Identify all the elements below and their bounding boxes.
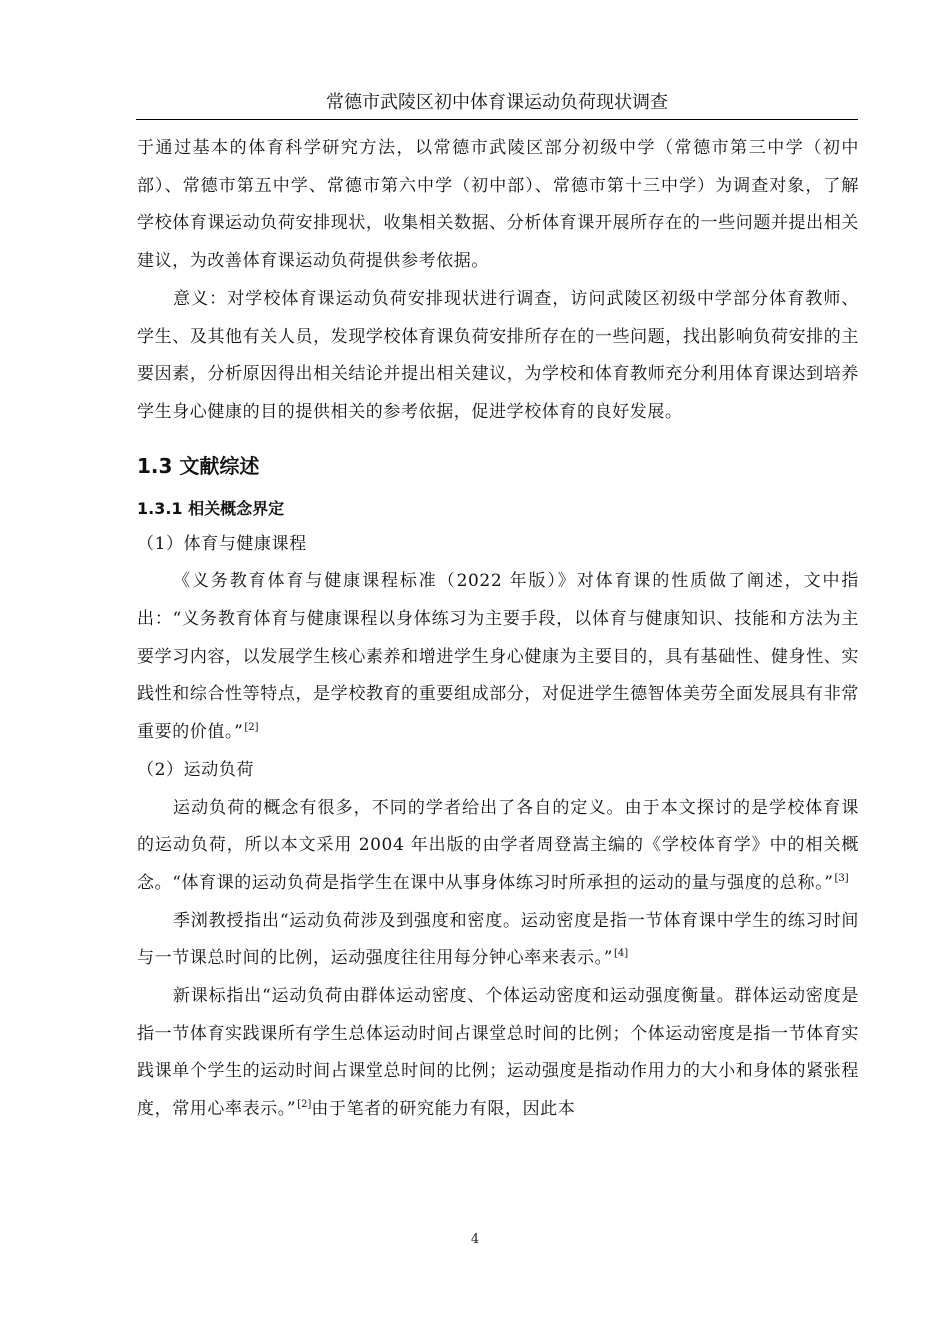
paragraph-text: 《义务教育体育与健康课程标准（2022 年版）》对体育课的性质做了阐述，文中指出：“义务教育体育与健康课程以身体练习为主要手段，以体育与健康知识、技能和方法为主要学习内容，以发展学生核心素养和增进学生身心健康为主要目的，具有基础性、健身性、实践性和综合性等特点，是学校教育的重要组成部分，对促进学生德智体美劳全面发展具有非常重要的价值。”	[137, 571, 859, 743]
paragraph-text: 新课标指出“运动负荷由群体运动密度、个体运动密度和运动强度衡量。群体运动密度是指一节体育实践课所有学生总体运动时间占课堂总时间的比例；个体运动密度是指一节体育实践课单个学生的运动时间占课堂总时间的比例；运动强度是指动作用力的大小和身体的紧张程度，常用心率表示。”	[137, 986, 859, 1120]
item-title-exercise-load: （2）运动负荷	[137, 759, 255, 780]
page-number: 4	[470, 1232, 480, 1247]
header-rule	[136, 119, 858, 120]
paragraph-exercise-load	[137, 790, 859, 903]
item-title-pe-health: （1）体育与健康课程	[137, 533, 307, 554]
paragraph-text: 由于笔者的研究能力有限，因此本	[311, 1099, 576, 1120]
paragraph-significance: 意义：对学校体育课运动负荷安排现状进行调查，访问武陵区初级中学部分体育教师、学生、及其他有关人员，发现学校体育课负荷安排所存在的一些问题，找出影响负荷安排的主要因素，分析原因得出相关结论并提出相关建议，为学校和体育教师充分利用体育课达到培养学生身心健康的目的提供相关的参考依据，促进学校体育的良好发展。	[137, 288, 859, 422]
paragraph-pe-health	[137, 563, 859, 752]
body-content	[137, 130, 859, 1129]
paragraph-new-standard	[137, 978, 859, 1129]
citation-ref: [2]	[297, 1099, 312, 1111]
paragraph-text: 运动负荷的概念有很多，不同的学者给出了各自的定义。由于本文探讨的是学校体育课的运动负荷，所以本文采用 2004 年出版的由学者周登嵩主编的《学校体育学》中的相关概念。“体育课的运动负荷是指学生在课中从事身体练习时所承担的运动的量与强度的总称。”	[137, 797, 859, 893]
paragraph-purpose-continued: 于通过基本的体育科学研究方法，以常德市武陵区部分初级中学（常德市第三中学（初中部）、常德市第五中学、常德市第六中学（初中部）、常德市第十三中学）为调查对象，了解学校体育课运动负荷安排现状，收集相关数据、分析体育课开展所存在的一些问题并提出相关建议，为改善体育课运动负荷提供参考依据。	[137, 138, 859, 272]
citation-ref: [2]	[244, 722, 259, 734]
paragraph-text: 季浏教授指出“运动负荷涉及到强度和密度。运动密度是指一节体育课中学生的练习时间与一节课总时间的比例，运动强度往往用每分钟心率来表示。”	[137, 910, 859, 969]
citation-ref: [3]	[834, 872, 849, 884]
running-header: 常德市武陵区初中体育课运动负荷现状调查	[326, 92, 668, 113]
subsection-heading: 1.3.1 相关概念界定	[137, 498, 285, 518]
citation-ref: [4]	[614, 948, 629, 960]
paragraph-ji-liu	[137, 903, 859, 978]
section-heading: 1.3 文献综述	[137, 453, 260, 478]
